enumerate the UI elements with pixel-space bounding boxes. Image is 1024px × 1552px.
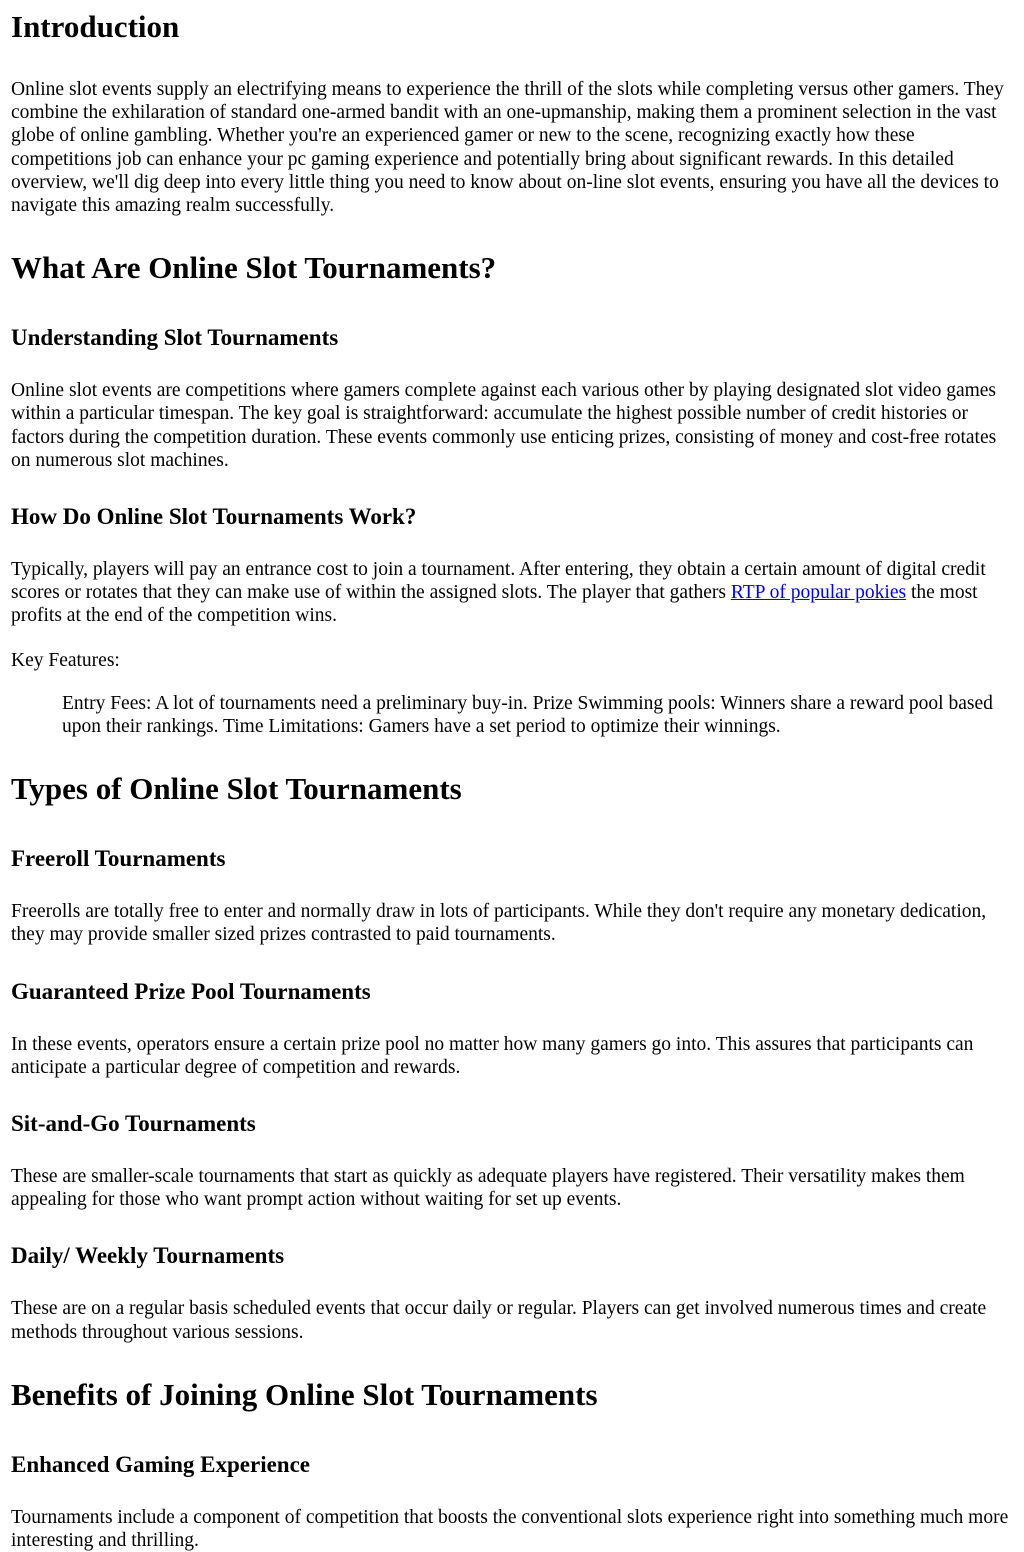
sit-and-go-paragraph: These are smaller-scale tournaments that start as quickly as adequate players have registered. Their versatility makes them appealing for those who want prompt action without waiting for set up events. [11, 1166, 965, 1211]
benefits-heading: Benefits of Joining Online Slot Tournaments [11, 1376, 598, 1412]
types-heading: Types of Online Slot Tournaments [11, 771, 462, 807]
daily-weekly-heading: Daily/ Weekly Tournaments [11, 1243, 285, 1269]
rtp-popular-pokies-link[interactable]: RTP of popular pokies [730, 582, 907, 604]
how-it-works-text-end: the most profits at the end of the competition wins. [11, 582, 978, 627]
article-page [0, 9, 1024, 1552]
what-are-tournaments-heading: What Are Online Slot Tournaments? [11, 250, 497, 286]
understanding-paragraph: Online slot events are competitions where gamers complete against each various other by playing designated slot video games within a particular timespan. The key goal is straightforward: accumulate the highest possible number of credit histories or factors during the competition duration. These events commonly use enticing prizes, consisting of money and cost-free rotates on numerous slot machines. [11, 380, 997, 471]
enhanced-experience-paragraph: Tournaments include a component of competition that boosts the conventional slots experience right into something much more interesting and thrilling. [11, 1506, 1009, 1552]
how-it-works-paragraph [11, 558, 1013, 628]
understanding-heading: Understanding Slot Tournaments [11, 325, 339, 351]
daily-weekly-paragraph: These are on a regular basis scheduled events that occur daily or regular. Players can get involved numerous times and create methods throughout various sessions. [11, 1298, 987, 1343]
how-it-works-heading: How Do Online Slot Tournaments Work? [11, 504, 417, 530]
key-features-label: Key Features: [11, 649, 120, 671]
introduction-paragraph: Online slot events supply an electrifying means to experience the thrill of the slots while completing versus other gamers. They combine the exhilaration of standard one-armed bandit with an one-upmanship, making them a prominent selection in the vast globe of online gambling. Whether you're an experienced gamer or new to the scene, recognizing exactly how these competitions job can enhance your pc gaming experience and potentially bring about significant rewards. In this detailed overview, we'll dig deep into every little thing you need to know about on-line slot events, ensuring you have all the devices to navigate this amazing realm successfully. [11, 79, 1004, 217]
guaranteed-prize-pool-heading: Guaranteed Prize Pool Tournaments [11, 978, 371, 1004]
how-it-works-text-start: Typically, players will pay an entrance cost to join a tournament. After entering, they obtain a certain amount of digital credit scores or rotates that they can make use of within the assigned slots. The player that gathers [11, 559, 986, 604]
freeroll-heading: Freeroll Tournaments [11, 846, 226, 872]
guaranteed-prize-pool-paragraph: In these events, operators ensure a certain prize pool no matter how many gamers go into. This assures that participants can anticipate a particular degree of competition and rewards. [11, 1033, 974, 1078]
enhanced-experience-heading: Enhanced Gaming Experience [11, 1451, 311, 1477]
sit-and-go-heading: Sit-and-Go Tournaments [11, 1111, 256, 1137]
introduction-heading: Introduction [11, 9, 180, 44]
freeroll-paragraph: Freerolls are totally free to enter and normally draw in lots of participants. While they don't require any monetary dedication, they may provide smaller sized prizes contrasted to paid tournaments. [11, 901, 987, 946]
key-features-quote: Entry Fees: A lot of tournaments need a preliminary buy-in. Prize Swimming pools: Winners share a reward pool based upon their rankings. Time Limitations: Gamers have a set period to optimize their winnings. [62, 692, 993, 738]
